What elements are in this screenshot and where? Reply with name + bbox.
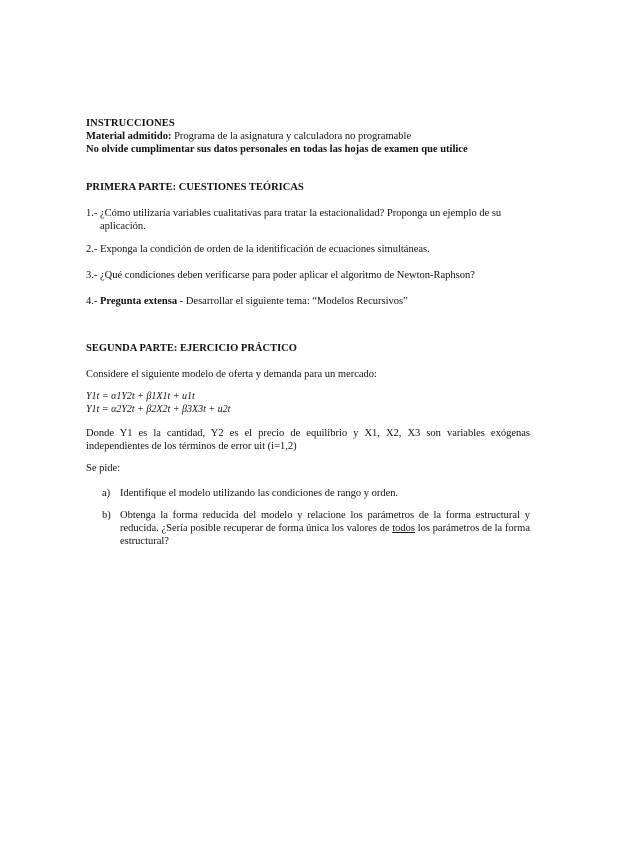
question-number: 1.- bbox=[86, 208, 100, 219]
item-text-before: Obtenga la forma reducida del modelo y relacione los parámetros de la forma estructural y reducida. ¿Sería posible recuperar de forma única los valores de bbox=[120, 510, 530, 535]
question-4 bbox=[86, 295, 530, 308]
instructions-heading: INSTRUCCIONES bbox=[86, 118, 175, 129]
question-2 bbox=[86, 243, 530, 256]
item-label: b) bbox=[102, 510, 111, 521]
item-text-after: los parámetros de la forma estructural? bbox=[120, 523, 530, 548]
question-continuation: aplicación. bbox=[100, 221, 146, 233]
part1-heading: PRIMERA PARTE: CUESTIONES TEÓRICAS bbox=[86, 182, 304, 193]
question-1 bbox=[86, 207, 530, 233]
question-number: 4.- bbox=[86, 296, 100, 307]
asks-label: Se pide: bbox=[86, 463, 121, 474]
question-text: Exponga la condición de orden de la identificación de ecuaciones simultáneas. bbox=[100, 244, 430, 255]
where-paragraph: Donde Y1 es la cantidad, Y2 es el precio de equilibrio y X1, X2, X3 son variables exógenas independientes de los términos de error uit (i=1,2) bbox=[86, 428, 530, 453]
instructions-section bbox=[86, 117, 532, 156]
demand-equation: Y1t = α2Y2t + β2X2t + β3X3t + u2t bbox=[86, 404, 231, 415]
supply-equation: Y1t = α1Y2t + β1X1t + u1t bbox=[86, 391, 195, 402]
material-label: Material admitido: bbox=[86, 131, 172, 143]
question-text: - Desarrollar el siguiente tema: “Modelos Recursivos” bbox=[177, 296, 408, 307]
part2-heading: SEGUNDA PARTE: EJERCICIO PRÁCTICO bbox=[86, 343, 297, 354]
question-bold-label: Pregunta extensa bbox=[100, 296, 178, 307]
question-number: 2.- bbox=[86, 244, 100, 255]
part2-intro: Considere el siguiente modelo de oferta y demanda para un mercado: bbox=[86, 369, 377, 380]
item-text: Identifique el modelo utilizando las condiciones de rango y orden. bbox=[120, 488, 399, 499]
question-text: ¿Qué condiciones deben verificarse para poder aplicar el algoritmo de Newton-Raphson? bbox=[100, 270, 475, 281]
question-number: 3.- bbox=[86, 270, 100, 281]
equations-block bbox=[86, 390, 230, 416]
question-text: ¿Cómo utilizaría variables cualitativas para tratar la estacionalidad? Proponga un ejemplo de su bbox=[100, 208, 502, 219]
item-b bbox=[102, 509, 530, 548]
item-label: a) bbox=[102, 488, 111, 499]
reminder-line: No olvide cumplimentar sus datos personales en todas las hojas de examen que utilice bbox=[86, 144, 468, 156]
material-line bbox=[86, 130, 532, 143]
material-text: Programa de la asignatura y calculadora no programable bbox=[171, 131, 412, 143]
item-text bbox=[120, 509, 530, 548]
question-3 bbox=[86, 269, 530, 282]
item-a bbox=[102, 487, 530, 500]
item-text-underlined: todos bbox=[392, 523, 415, 535]
